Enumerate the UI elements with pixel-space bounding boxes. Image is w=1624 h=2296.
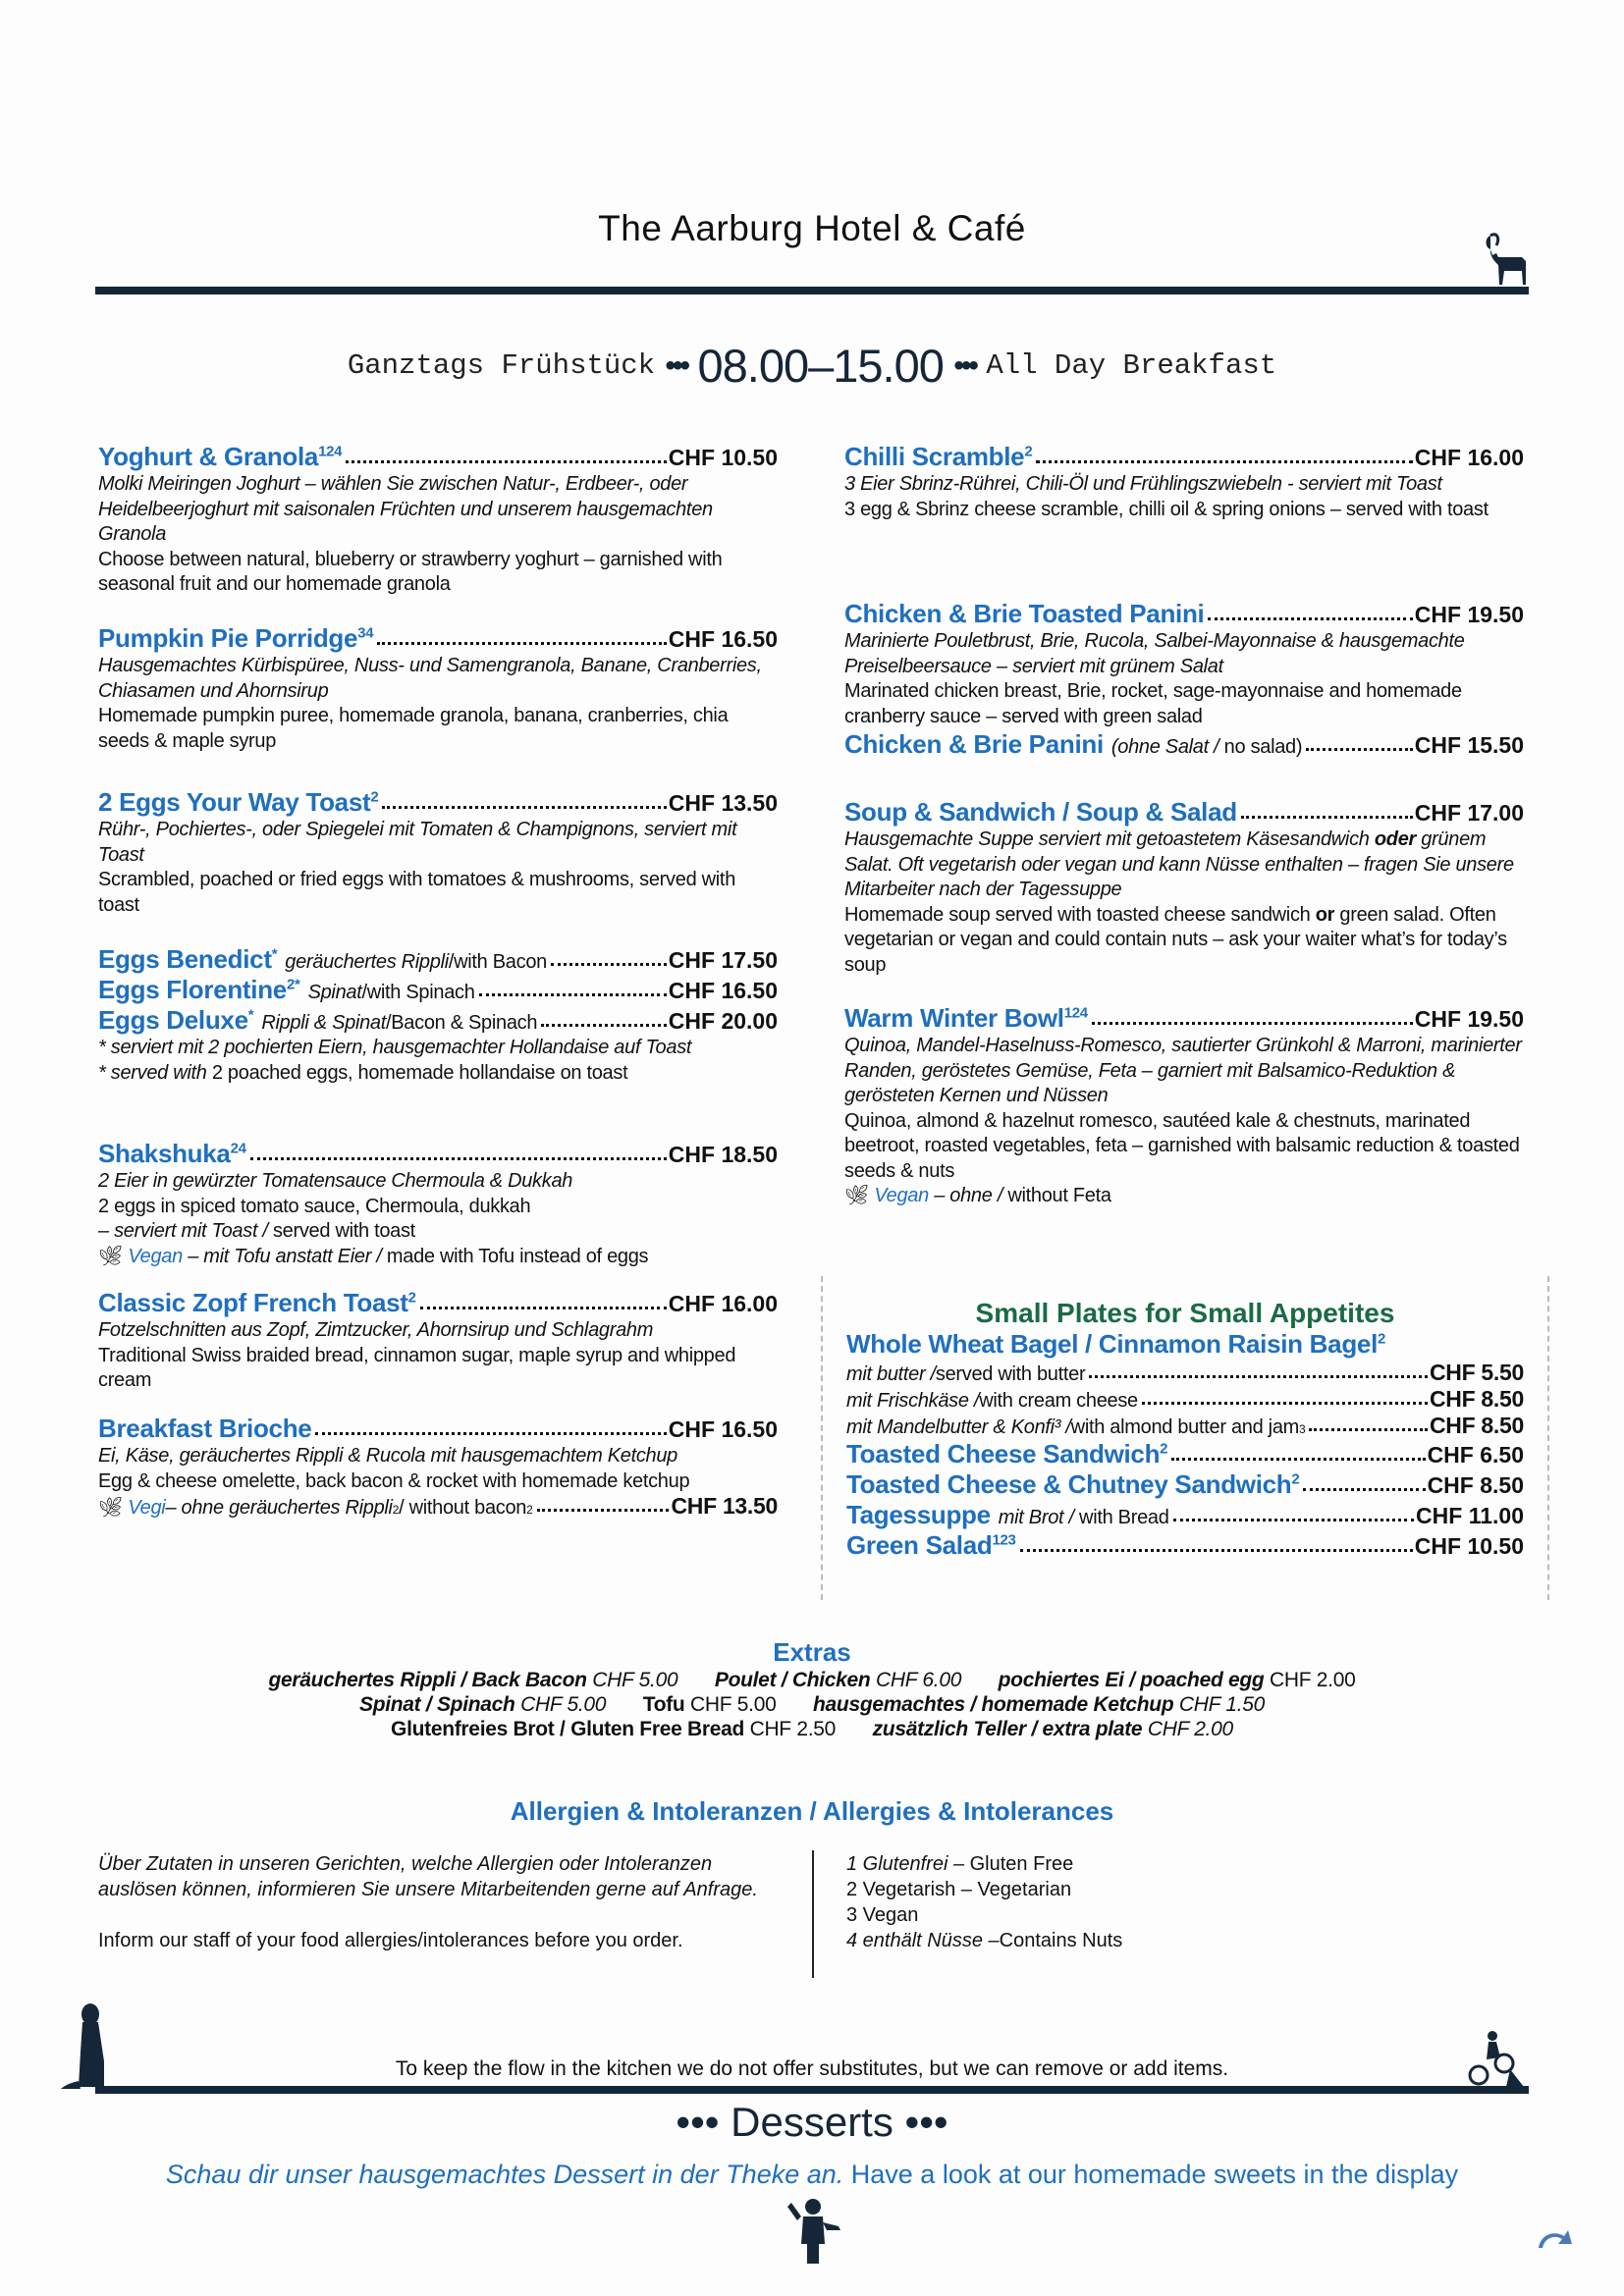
option-en: with almond butter and jam: [1070, 1416, 1299, 1438]
dot-leader: [346, 460, 667, 463]
extra-label: zusätzlich Teller / extra plate: [872, 1718, 1143, 1740]
legend-item: [846, 1902, 1122, 1928]
description-en: Choose between natural, blueberry or strawberry yoghurt – garnished with seasonal fruit and our homemade granola: [98, 548, 723, 595]
description-en: 2 eggs in spiced tomato sauce, Chermoula, dukkah: [98, 1195, 531, 1217]
item-name: Breakfast Brioche: [98, 1414, 312, 1443]
description-de: Quinoa, Mandel-Haselnuss-Romesco, sautierter Grünkohl & Marroni, marinierter Randen, geröstetes Gemüse, Feta – garniert mit Balsamico-Reduktion & gerösteten Kernen und Nüssen: [844, 1035, 1522, 1106]
dot-leader: [1309, 1428, 1428, 1431]
dot-leader: [1171, 1458, 1425, 1461]
legend-de: 1 Glutenfrei: [846, 1853, 948, 1875]
description-de: Hausgemachtes Kürbispüree, Nuss- und Samengranola, Banane, Cranberries, Chiasamen und Ahornsirup: [98, 655, 762, 702]
serve-note: [98, 1219, 778, 1245]
option-en: with cream cheese: [979, 1390, 1138, 1412]
description-de: [844, 828, 1524, 903]
extra-price: CHF 5.00: [690, 1693, 777, 1716]
item-price: CHF 11.00: [1416, 1503, 1524, 1528]
dot-leader: [382, 806, 666, 809]
breakfast-hours-banner: [0, 339, 1624, 393]
de-part: Hausgemachte Suppe serviert mit getoastetem Käsesandwich: [844, 828, 1375, 850]
allergen-sup: 123: [992, 1531, 1016, 1549]
en-part: Homemade soup served with toasted cheese sandwich: [844, 903, 1316, 926]
dot-leader: [1089, 1375, 1428, 1378]
option-de: mit Mandelbutter & Konfi³ /: [846, 1416, 1071, 1438]
leaf-icon: 🌿︎: [98, 1245, 124, 1267]
description-en: 3 egg & Sbrinz cheese scramble, chilli oil & spring onions – served with toast: [844, 498, 1489, 520]
allergen-sup: 3: [1299, 1422, 1306, 1436]
item-name: Eggs Florentine: [98, 975, 287, 1004]
dots-icon: •••: [953, 348, 976, 382]
note-de: Rippli & Spinat: [261, 1012, 386, 1034]
hours: 08.00–15.00: [697, 340, 944, 392]
item-name: Chilli Scramble: [844, 442, 1025, 471]
extra-price: CHF 1.50: [1178, 1693, 1265, 1716]
legend-item: [846, 1851, 1122, 1877]
menu-item: [98, 1005, 778, 1036]
menu-item: [846, 1500, 1524, 1530]
description-de: 3 Eier Sbrinz-Rührei, Chili-Öl und Frühlingszwiebeln - serviert mit Toast: [844, 473, 1442, 495]
menu-item: [98, 975, 778, 1005]
extra-price: CHF 6.00: [876, 1669, 962, 1691]
header-rule: [95, 287, 1529, 294]
note-en: no salad): [1218, 736, 1303, 758]
allergen-sup: 2*: [286, 976, 300, 993]
note-en: /Bacon & Spinach: [386, 1012, 538, 1034]
note-en: with Bread: [1073, 1507, 1169, 1528]
item-price: CHF 8.50: [1429, 1413, 1524, 1438]
extra-price: CHF 2.50: [749, 1718, 837, 1740]
allergies-en: Inform our staff of your food allergies/intolerances before you order.: [98, 1930, 683, 1951]
subtitle-de: Ganztags Frühstück: [347, 349, 656, 382]
extra-price: CHF 2.00: [1270, 1669, 1356, 1691]
dot-leader: [1303, 1488, 1425, 1491]
menu-item: [844, 1003, 1524, 1209]
extra-price: CHF 5.00: [592, 1669, 678, 1691]
waiter-icon: [782, 2197, 844, 2266]
menu-item: [844, 599, 1524, 760]
dot-leader: [1036, 460, 1412, 463]
description-en: [844, 903, 1524, 979]
dots-icon: •••: [665, 348, 688, 382]
serve-de: – serviert mit Toast /: [98, 1220, 268, 1242]
vegi-de: – ohne geräuchertes Rippli: [165, 1497, 393, 1519]
description-en: Marinated chicken breast, Brie, rocket, sage-mayonnaise and homemade cranberry sauce – served with green salad: [844, 680, 1462, 727]
item-price: CHF 16.00: [1414, 445, 1524, 470]
allergies-title: Allergien & Intoleranzen / Allergies & Intolerances: [510, 1796, 1114, 1826]
item-name: Shakshuka: [98, 1139, 231, 1168]
allergen-sup: 2: [392, 1503, 400, 1517]
item-price: CHF 19.50: [1414, 1006, 1524, 1032]
item-price: CHF 16.50: [668, 978, 778, 1003]
legend-de: 3 Vegan: [846, 1904, 919, 1926]
dot-leader: [541, 1024, 667, 1027]
description-en: Scrambled, poached or fried eggs with tomatoes & mushrooms, served with toast: [98, 869, 736, 916]
substitutes-note: To keep the flow in the kitchen we do not offer substitutes, but we can remove or add items.: [395, 2057, 1229, 2080]
item-price: CHF 16.50: [668, 1416, 778, 1442]
vegan-en: without Feta: [1002, 1185, 1111, 1206]
dot-leader: [551, 963, 667, 966]
vegan-label: Vegan: [874, 1185, 929, 1206]
vegan-en: made with Tofu instead of eggs: [381, 1245, 649, 1267]
item-name: Green Salad: [846, 1530, 993, 1560]
option-de: mit butter /: [846, 1363, 936, 1385]
vegan-de: – ohne /: [928, 1185, 1003, 1206]
extras-line: [0, 1692, 1624, 1717]
allergen-sup: 2: [407, 1289, 416, 1307]
dot-leader: [315, 1432, 666, 1435]
menu-item: [98, 787, 778, 918]
description-de: Fotzelschnitten aus Zopf, Zimtzucker, Ahornsirup und Schlagrahm: [98, 1319, 654, 1341]
item-price: CHF 19.50: [1414, 602, 1524, 627]
legend-item: [846, 1928, 1122, 1953]
allergies-divider: [812, 1850, 814, 1978]
de-part: grünem Salat. Oft vegetarish oder vegan und kann Nüsse enthalten – fragen Sie unsere Mitarbeiter nach der Tagessuppe: [844, 828, 1514, 900]
item-price: CHF 20.00: [668, 1008, 778, 1034]
extra-price: CHF 5.00: [520, 1693, 607, 1716]
desserts-title: ••• Desserts •••: [676, 2099, 948, 2145]
menu-item: [98, 442, 778, 598]
dot-leader: [1306, 748, 1413, 751]
small-plates-title: Small Plates for Small Appetites: [975, 1298, 1395, 1328]
legend-en: Contains Nuts: [999, 1930, 1123, 1951]
allergen-sup: 24: [230, 1140, 246, 1157]
extra-price: CHF 2.00: [1147, 1718, 1233, 1740]
extra-label: pochiertes Ei / poached egg: [998, 1669, 1265, 1691]
bagel-option: [846, 1360, 1524, 1386]
item-name: Whole Wheat Bagel / Cinnamon Raisin Bagel: [846, 1329, 1378, 1359]
item-price: CHF 15.50: [1414, 732, 1524, 758]
item-price: CHF 10.50: [668, 445, 778, 470]
note-de: (ohne Salat /: [1110, 736, 1219, 758]
extras-section: [0, 1637, 1624, 1741]
extras-line: [0, 1668, 1624, 1692]
extra-label: Glutenfreies Brot / Gluten Free Bread: [391, 1718, 745, 1740]
item-price: CHF 8.50: [1429, 1386, 1524, 1412]
footer-rule: [95, 2086, 1529, 2094]
item-name: Eggs Benedict: [98, 944, 272, 974]
allergen-sup: *: [247, 1006, 254, 1024]
en-bold: or: [1315, 903, 1335, 926]
legend-en: – Vegetarian: [955, 1879, 1072, 1900]
item-price: CHF 16.00: [668, 1291, 778, 1316]
description-de: Molki Meiringen Joghurt – wählen Sie zwischen Natur-, Erdbeer-, oder Heidelbeerjoghurt mit saisonalen Früchten und unserem hausgemachten Granola: [98, 473, 713, 545]
extra-label: Poulet / Chicken: [714, 1669, 871, 1691]
dot-leader: [1208, 617, 1412, 620]
item-name: Pumpkin Pie Porridge: [98, 623, 358, 653]
allergies-info: [98, 1851, 785, 1953]
item-price: CHF 18.50: [668, 1142, 778, 1167]
bagel-option: [846, 1386, 1524, 1413]
menu-item: [98, 1288, 778, 1394]
eggs-group: [98, 944, 778, 1086]
description-de: Marinierte Pouletbrust, Brie, Rucola, Salbei-Mayonnaise & hausgemachte Preiselbeersauce – serviert mit grünem Salat: [844, 630, 1465, 677]
item-price: CHF 5.50: [1429, 1360, 1524, 1385]
legend-en: – Gluten Free: [947, 1853, 1074, 1875]
dot-leader: [537, 1509, 670, 1512]
menu-item: [844, 797, 1524, 978]
item-price: CHF 6.50: [1427, 1442, 1524, 1468]
item-name: Soup & Sandwich / Soup & Salad: [844, 797, 1237, 827]
description-en: Traditional Swiss braided bread, cinnamon sugar, maple syrup and whipped cream: [98, 1344, 736, 1391]
extras-title: Extras: [773, 1637, 851, 1667]
menu-item: [846, 1469, 1524, 1500]
description-en: Quinoa, almond & hazelnut romesco, sautéed kale & chestnuts, marinated beetroot, roasted vegetables, feta – garnished with balsamic reduction & toasted seeds & nuts: [844, 1109, 1520, 1182]
extras-line: [0, 1717, 1624, 1741]
item-name: Warm Winter Bowl: [844, 1003, 1064, 1033]
dot-leader: [1241, 816, 1413, 819]
item-name: Yoghurt & Granola: [98, 442, 319, 471]
item-name: Chicken & Brie Panini: [844, 729, 1104, 759]
item-price: CHF 13.50: [671, 1493, 778, 1519]
small-plates-box: [821, 1276, 1549, 1600]
allergen-sup: 2: [1024, 443, 1033, 460]
description-en: Homemade pumpkin puree, homemade granola, banana, cranberries, chia seeds & maple syrup: [98, 705, 729, 752]
description-de: Ei, Käse, geräuchertes Rippli & Rucola mit hausgemachtem Ketchup: [98, 1445, 677, 1467]
allergen-sup: 2: [1291, 1470, 1300, 1488]
eggs-note-de: * serviert mit 2 pochierten Eiern, hausgemachter Hollandaise auf Toast: [98, 1037, 692, 1058]
note-de: mit Brot /: [998, 1507, 1074, 1528]
menu-item: [844, 442, 1524, 522]
dot-leader: [1092, 1022, 1413, 1025]
extra-label: Spinat / Spinach: [358, 1693, 515, 1716]
page-turn-icon[interactable]: [1535, 2226, 1574, 2250]
menu-item: [98, 1414, 778, 1523]
serve-en: served with toast: [267, 1220, 415, 1242]
option-en: served with butter: [935, 1363, 1086, 1385]
restaurant-title: The Aarburg Hotel & Café: [598, 208, 1026, 248]
menu-item-variant: [844, 729, 1524, 760]
extra-label: hausgemachtes / homemade Ketchup: [813, 1693, 1174, 1716]
legend-item: [846, 1877, 1122, 1902]
desserts-en: Have a look at our homemade sweets in the display: [843, 2160, 1459, 2189]
dot-leader: [1173, 1519, 1415, 1522]
vegi-option: [98, 1494, 778, 1523]
description-en: Egg & cheese omelette, back bacon & rocket with homemade ketchup: [98, 1469, 690, 1492]
item-price: CHF 16.50: [668, 626, 778, 652]
vegi-en: / without bacon: [399, 1497, 527, 1519]
item-name: Eggs Deluxe: [98, 1005, 248, 1035]
dot-leader: [479, 993, 667, 996]
item-name: Toasted Cheese & Chutney Sandwich: [846, 1469, 1292, 1499]
dot-leader: [1142, 1402, 1428, 1405]
item-price: CHF 17.50: [668, 947, 778, 973]
item-name: Chicken & Brie Toasted Panini: [844, 599, 1205, 628]
subtitle-en: All Day Breakfast: [986, 349, 1277, 382]
allergen-sup: 2: [1378, 1330, 1386, 1348]
note-en: /with Spinach: [361, 982, 475, 1003]
en-part: green salad. Often vegetarian or vegan and could contain nuts – ask your waiter what’s for today’s soup: [844, 903, 1507, 976]
vegi-label: Vegi: [128, 1497, 166, 1519]
item-name: Toasted Cheese Sandwich: [846, 1439, 1161, 1468]
vegan-option: [98, 1245, 778, 1270]
item-name: 2 Eggs Your Way Toast: [98, 787, 371, 817]
item-price: CHF 10.50: [1414, 1533, 1524, 1559]
desserts-de: Schau dir unser hausgemachtes Dessert in der Theke an.: [165, 2160, 844, 2189]
bagel-option: [846, 1413, 1524, 1439]
dot-leader: [420, 1307, 667, 1309]
allergen-sup: 2: [1160, 1440, 1168, 1458]
legend-de: 4 enthält Nüsse –: [846, 1930, 1000, 1951]
allergen-sup: 2: [370, 788, 379, 806]
dot-leader: [377, 642, 667, 645]
menu-item: [98, 1139, 778, 1269]
ibex-icon: [1483, 232, 1532, 287]
item-price: CHF 17.00: [1414, 800, 1524, 826]
description-de: Rühr-, Pochiertes-, oder Spiegelei mit Tomaten & Champignons, serviert mit Toast: [98, 819, 737, 866]
bagel-heading: [846, 1329, 1524, 1360]
allergen-sup: 2: [526, 1503, 533, 1517]
vegan-de: – mit Tofu anstatt Eier /: [182, 1245, 382, 1267]
eggs-note-en-text: 2 poached eggs, homemade hollandaise on toast: [206, 1061, 628, 1084]
dot-leader: [1020, 1549, 1413, 1552]
description-de: 2 Eier in gewürzter Tomatensauce Chermoula & Dukkah: [98, 1170, 573, 1192]
extra-label: geräuchertes Rippli / Back Bacon: [268, 1669, 587, 1691]
allergies-de: Über Zutaten in unseren Gerichten, welche Allergien oder Intoleranzen auslösen können, informieren Sie unsere Mitarbeitenden gerne auf Anfrage.: [98, 1853, 758, 1900]
item-name: Classic Zopf French Toast: [98, 1288, 408, 1317]
extra-label: Tofu: [642, 1693, 685, 1716]
allergen-sup: 124: [318, 443, 343, 460]
de-bold: oder: [1374, 828, 1416, 850]
legend-de: 2 Vegetarish: [846, 1879, 956, 1900]
leaf-icon: 🌿︎: [98, 1497, 124, 1519]
note-en: /with Bacon: [448, 951, 547, 973]
note-de: Spinat: [307, 982, 362, 1003]
menu-item: [846, 1530, 1524, 1561]
item-name: Tagessuppe: [846, 1500, 991, 1529]
allergen-sup: 34: [357, 624, 374, 642]
eggs-note-en: [98, 1061, 778, 1087]
menu-item: [98, 944, 778, 975]
item-price: CHF 13.50: [668, 790, 778, 816]
desserts-subtitle: [0, 2160, 1624, 2190]
leaf-icon: 🌿︎: [844, 1185, 870, 1206]
option-de: mit Frischkäse /: [846, 1390, 980, 1412]
menu-item: [846, 1439, 1524, 1469]
allergen-sup: 124: [1063, 1004, 1088, 1022]
item-price: CHF 8.50: [1427, 1472, 1524, 1498]
dot-leader: [250, 1157, 667, 1160]
vegan-label: Vegan: [128, 1245, 183, 1267]
allergen-sup: *: [271, 945, 278, 963]
allergen-legend: [846, 1851, 1122, 1953]
menu-item: [98, 623, 778, 754]
vegan-option: [844, 1184, 1524, 1209]
note-de: geräuchertes Rippli: [285, 951, 449, 973]
eggs-note-en-italic: * served with: [98, 1061, 207, 1084]
